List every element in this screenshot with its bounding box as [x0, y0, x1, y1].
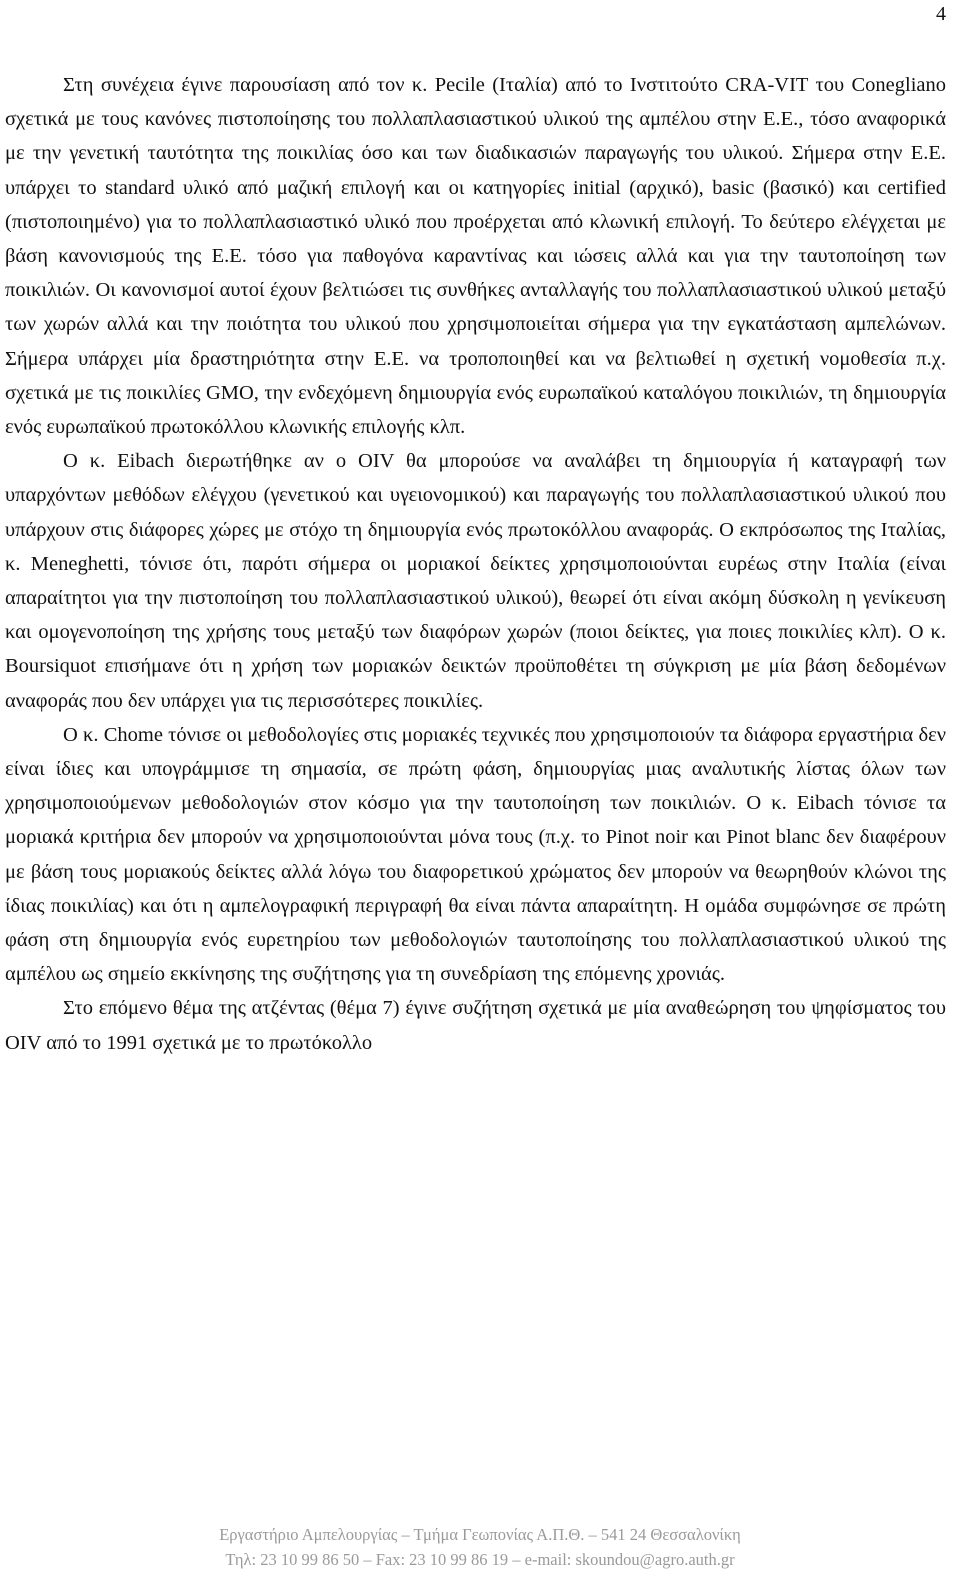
paragraph: Ο κ. Eibach διερωτήθηκε αν ο OIV θα μπορούσε να αναλάβει τη δημιουργία ή καταγραφή των υπαρχόντων μεθόδων ελέγχου (γενετικού και υγειονομικού) και παραγωγής του πολλαπλασιαστικού υλικού που υπάρχουν στις διάφορες χώρες με στόχο τη δημιουργία ενός πρωτοκόλλου αναφοράς. Ο εκπρόσωπος της Ιταλίας, κ. Meneghetti, τόνισε ότι, παρότι σήμερα οι μοριακοί δείκτες χρησιμοποιούνται ευρέως στην Ιταλία (είναι απαραίτητοι για την πιστοποίηση του πολλαπλασιαστικού υλικού), θεωρεί ότι είναι ακόμη δύσκολη η γενίκευση και ομογενοποίηση της χρήσης τους μεταξύ των διαφόρων χωρών (ποιοι δείκτες, για ποιες ποικιλίες κλπ). Ο κ. Boursiquot επισήμανε ότι η χρήση των μοριακών δεικτών προϋποθέτει τη σύγκριση με μία βάση δεδομένων αναφοράς που δεν υπάρχει για τις περισσότερες ποικιλίες. [5, 450, 946, 712]
page-number: 4 [936, 3, 946, 25]
document-body [5, 68, 946, 1060]
paragraph: Ο κ. Chome τόνισε οι μεθοδολογίες στις μοριακές τεχνικές που χρησιμοποιούν τα διάφορα εργαστήρια δεν είναι ίδιες και υπογράμμισε τη σημασία, σε πρώτη φάση, δημιουργίας μιας αναλυτικής λίστας όλων των χρησιμοποιούμενων μεθοδολογιών στον κόσμο για την ταυτοποίηση των ποικιλιών. Ο κ. Eibach τόνισε τα μοριακά κριτήρια δεν μπορούν να χρησιμοποιούνται μόνα τους (π.χ. το Pinot noir και Pinot blanc δεν διαφέρουν με βάση τους μοριακούς δείκτες αλλά λόγω του διαφορετικού χρώματος δεν μπορούν να θεωρηθούν κλώνοι της ίδιας ποικιλίας) και ότι η αμπελογραφική περιγραφή θα είναι πάντα απαραίτητη. Η ομάδα συμφώνησε σε πρώτη φάση στη δημιουργία ενός ευρετηρίου των μεθοδολογιών ταυτοποίησης του πολλαπλασιαστικού υλικού της αμπέλου ως σημείο εκκίνησης της συζήτησης για τη συνεδρίαση της επόμενης χρονιάς. [5, 723, 946, 986]
paragraph: Στο επόμενο θέμα της ατζέντας (θέμα 7) έγινε συζήτηση σχετικά με μία αναθεώρηση του ψηφίσματος του OIV από το 1991 σχετικά με το πρωτόκολλο [5, 997, 946, 1054]
footer-address: Εργαστήριο Αμπελουργίας – Τμήμα Γεωπονίας Α.Π.Θ. – 541 24 Θεσσαλονίκη [219, 1525, 741, 1544]
paragraph: Στη συνέχεια έγινε παρουσίαση από τον κ. Pecile (Ιταλία) από το Ινστιτούτο CRA-VIT του Conegliano σχετικά με τους κανόνες πιστοποίησης του πολλαπλασιαστικού υλικού της αμπέλου στην Ε.Ε., τόσο αναφορικά με την γενετική ταυτότητα της ποικιλίας όσο και των διαδικασιών παραγωγής του υλικού. Σήμερα στην Ε.Ε. υπάρχει το standard υλικό από μαζική επιλογή και οι κατηγορίες initial (αρχικό), basic (βασικό) και certified (πιστοποιημένο) για το πολλαπλασιαστικό υλικό που προέρχεται από κλωνική επιλογή. Το δεύτερο ελέγχεται με βάση κανονισμούς της Ε.Ε. τόσο για παθογόνα καραντίνας και ιώσεις αλλά και για την ταυτοποίηση των ποικιλιών. Οι κανονισμοί αυτοί έχουν βελτιώσει τις συνθήκες ανταλλαγής του πολλαπλασιαστικού υλικού μεταξύ των χωρών αλλά και την ποιότητα του υλικού που χρησιμοποιείται σήμερα για την εγκατάσταση αμπελώνων. Σήμερα υπάρχει μία δραστηριότητα στην Ε.Ε. να τροποποιηθεί και να βελτιωθεί η σχετική νομοθεσία π.χ. σχετικά με τις ποικιλίες GMO, την ενδεχόμενη δημιουργία ενός ευρωπαϊκού καταλόγου ποικιλιών, τη δημιουργία ενός ευρωπαϊκού πρωτοκόλλου κλωνικής επιλογής κλπ. [5, 74, 946, 439]
footer-contact: Τηλ: 23 10 99 86 50 – Fax: 23 10 99 86 19 – e-mail: skoundou@agro.auth.gr [225, 1550, 735, 1569]
